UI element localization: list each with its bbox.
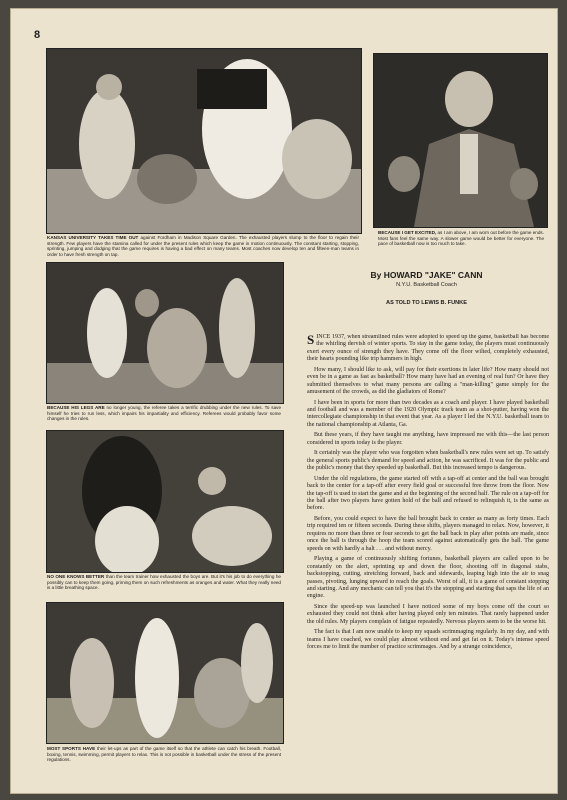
- article-paragraph: Since the speed-up was launched I have noticed some of my boys come off the court so exhausted they could not think after having played only ten minutes. That rarely happened under the old rules. My players complain of fatigue repeatedly. Nervous players seem to be the worse hit.: [307, 603, 549, 625]
- drop-cap: S: [307, 334, 315, 347]
- caption-kansas: KANSAS UNIVERSITY TAKES TIME OUT against Fordham in Madison Square Garden. The exhausted players slump to the floor to regain their strength. Few players have the stamina called for under the present rules which keep the game in motion continuously. The constant starting, stopping, sprinting, jumping and dodging that the game requires is having a bad effect on many teams. Most coaches now develop ten and fifteen-man teams in order to have fresh strength on tap.: [47, 235, 359, 257]
- photo-referee: [46, 262, 284, 404]
- photo-trainer: [46, 430, 284, 573]
- photo-kansas-time-out: [46, 48, 362, 234]
- as-told-to: AS TOLD TO LEWIS B. FUNKE: [386, 300, 467, 306]
- article-paragraph: It certainly was the player who was forgotten when basketball's new rules were set up. To satisfy the general sports public's demand for speed and action, he was sacrificed. It was for the public and the public's money that they speeded up basketball. But this increased tempo is dangerous.: [307, 450, 549, 472]
- article-paragraph: I have been in sports for more than two decades as a coach and player. I have played basketball and football and was a member of the 1920 Olympic track team as a shot-putter, having won the intercollegiate championship in that event that year. As a player I led the N.Y.U. basketball team to the national championship at Atlanta, Ga.: [307, 399, 549, 428]
- photo-coach: [373, 53, 548, 228]
- article-paragraph: Under the old regulations, the game started off with a tap-off at center and the ball was brought back to the center for a tap-off after every field goal or successful free throw from the floor. Now the tap-off is used to start the game and at the beginning of the second half. The rule on a tap-off for the ball after two players have gotten hold of the ball and refused to relinquish it, is the same as before.: [307, 475, 549, 512]
- article-paragraph: Playing a game of continuously shifting fortunes, basketball players are called upon to be constantly on the alert, sprinting up and down the floor, shooting off in diagonal stabs, backstopping, cutting, stretching forward, back and sidewards, leaping high into the air to snag passes, pivoting, lunging upward to reach the goals. Worst of all, it is a game of constant stopping and starting. And any mechanic can tell you that it's the stopping and starting that saps the life of an engine.: [307, 556, 549, 600]
- photo-players-let-ups: [46, 602, 284, 744]
- page-number: 8: [34, 29, 41, 41]
- author-name: By HOWARD "JAKE" CANN: [370, 270, 483, 280]
- caption-referee: BECAUSE HIS LEGS ARE no longer young, the referee takes a terrific drubbing under the new rules. To save himself he tries to run less, which impairs his impartiality and efficiency. Referees would probably favor some changes in the rules.: [47, 405, 281, 422]
- article-paragraph: SINCE 1937, when streamlined rules were adopted to speed up the game, basketball has become the whirling dervish of winter sports. To stay in the game today, the players must continuously exert every ounce of strength they have. They come off the floor wilted, completely exhausted, their hearts pounding like trip hammers in high.: [307, 334, 549, 363]
- caption-coach: BECAUSE I GET EXCITED, as I am above, I am worn out before the game ends. Most fans feel the same way. A slower game would be better for everyone. The pace of basketball now is too much to take.: [378, 230, 544, 247]
- caption-players: MOST SPORTS HAVE their let-ups as part of the game itself so that the athlete can catch his breath. Football, boxing, tennis, swimming, permit players to relax. This is not possible in basketball under the stress of the present regulations.: [47, 746, 281, 763]
- author-role: N.Y.U. Basketball Coach: [396, 282, 457, 288]
- caption-trainer: NO ONE KNOWS BETTER than the team trainer how exhausted the boys are. But it's his job to do everything he possibly can to keep them going, priming them on such refreshments as oranges and water. What they really need is a little breathing space.: [47, 574, 281, 591]
- byline: [304, 270, 549, 306]
- article-body: [307, 334, 549, 788]
- article-paragraph: How many, I should like to ask, will pay for their exertions in later life? How many should not even be in a game as fast as basketball? How many have had an evening of real fun? Or have they submitted themselves to what many persons are calling a "man-killing" game simply for the amusement of the crowds, as did the gladiators of Rome?: [307, 366, 549, 396]
- article-paragraph: But these years, if they have taught me anything, have impressed me with this—the last person considered in sports today is the player.: [307, 432, 549, 446]
- magazine-page: [10, 8, 558, 794]
- article-paragraph: Before, you could expect to have the ball brought back to center as many as forty times. Each trip required ten or fifteen seconds. During these shifts, players managed to relax. Now, however, it requires no more than three or four seconds to get the ball back in play after points are made, since once the ball is through the hoop the team scored against automatically gets the ball. The game speeds on with hardly a halt . . . and without mercy.: [307, 516, 549, 552]
- article-paragraph: The fact is that I am now unable to keep my squads scrimmaging regularly. In my day, and with teams I have coached, we could play almost without end and get fat on it. Today's intense speed forces me to limit the number of practice scrimmages. And by a strange coincidence,: [307, 629, 549, 651]
